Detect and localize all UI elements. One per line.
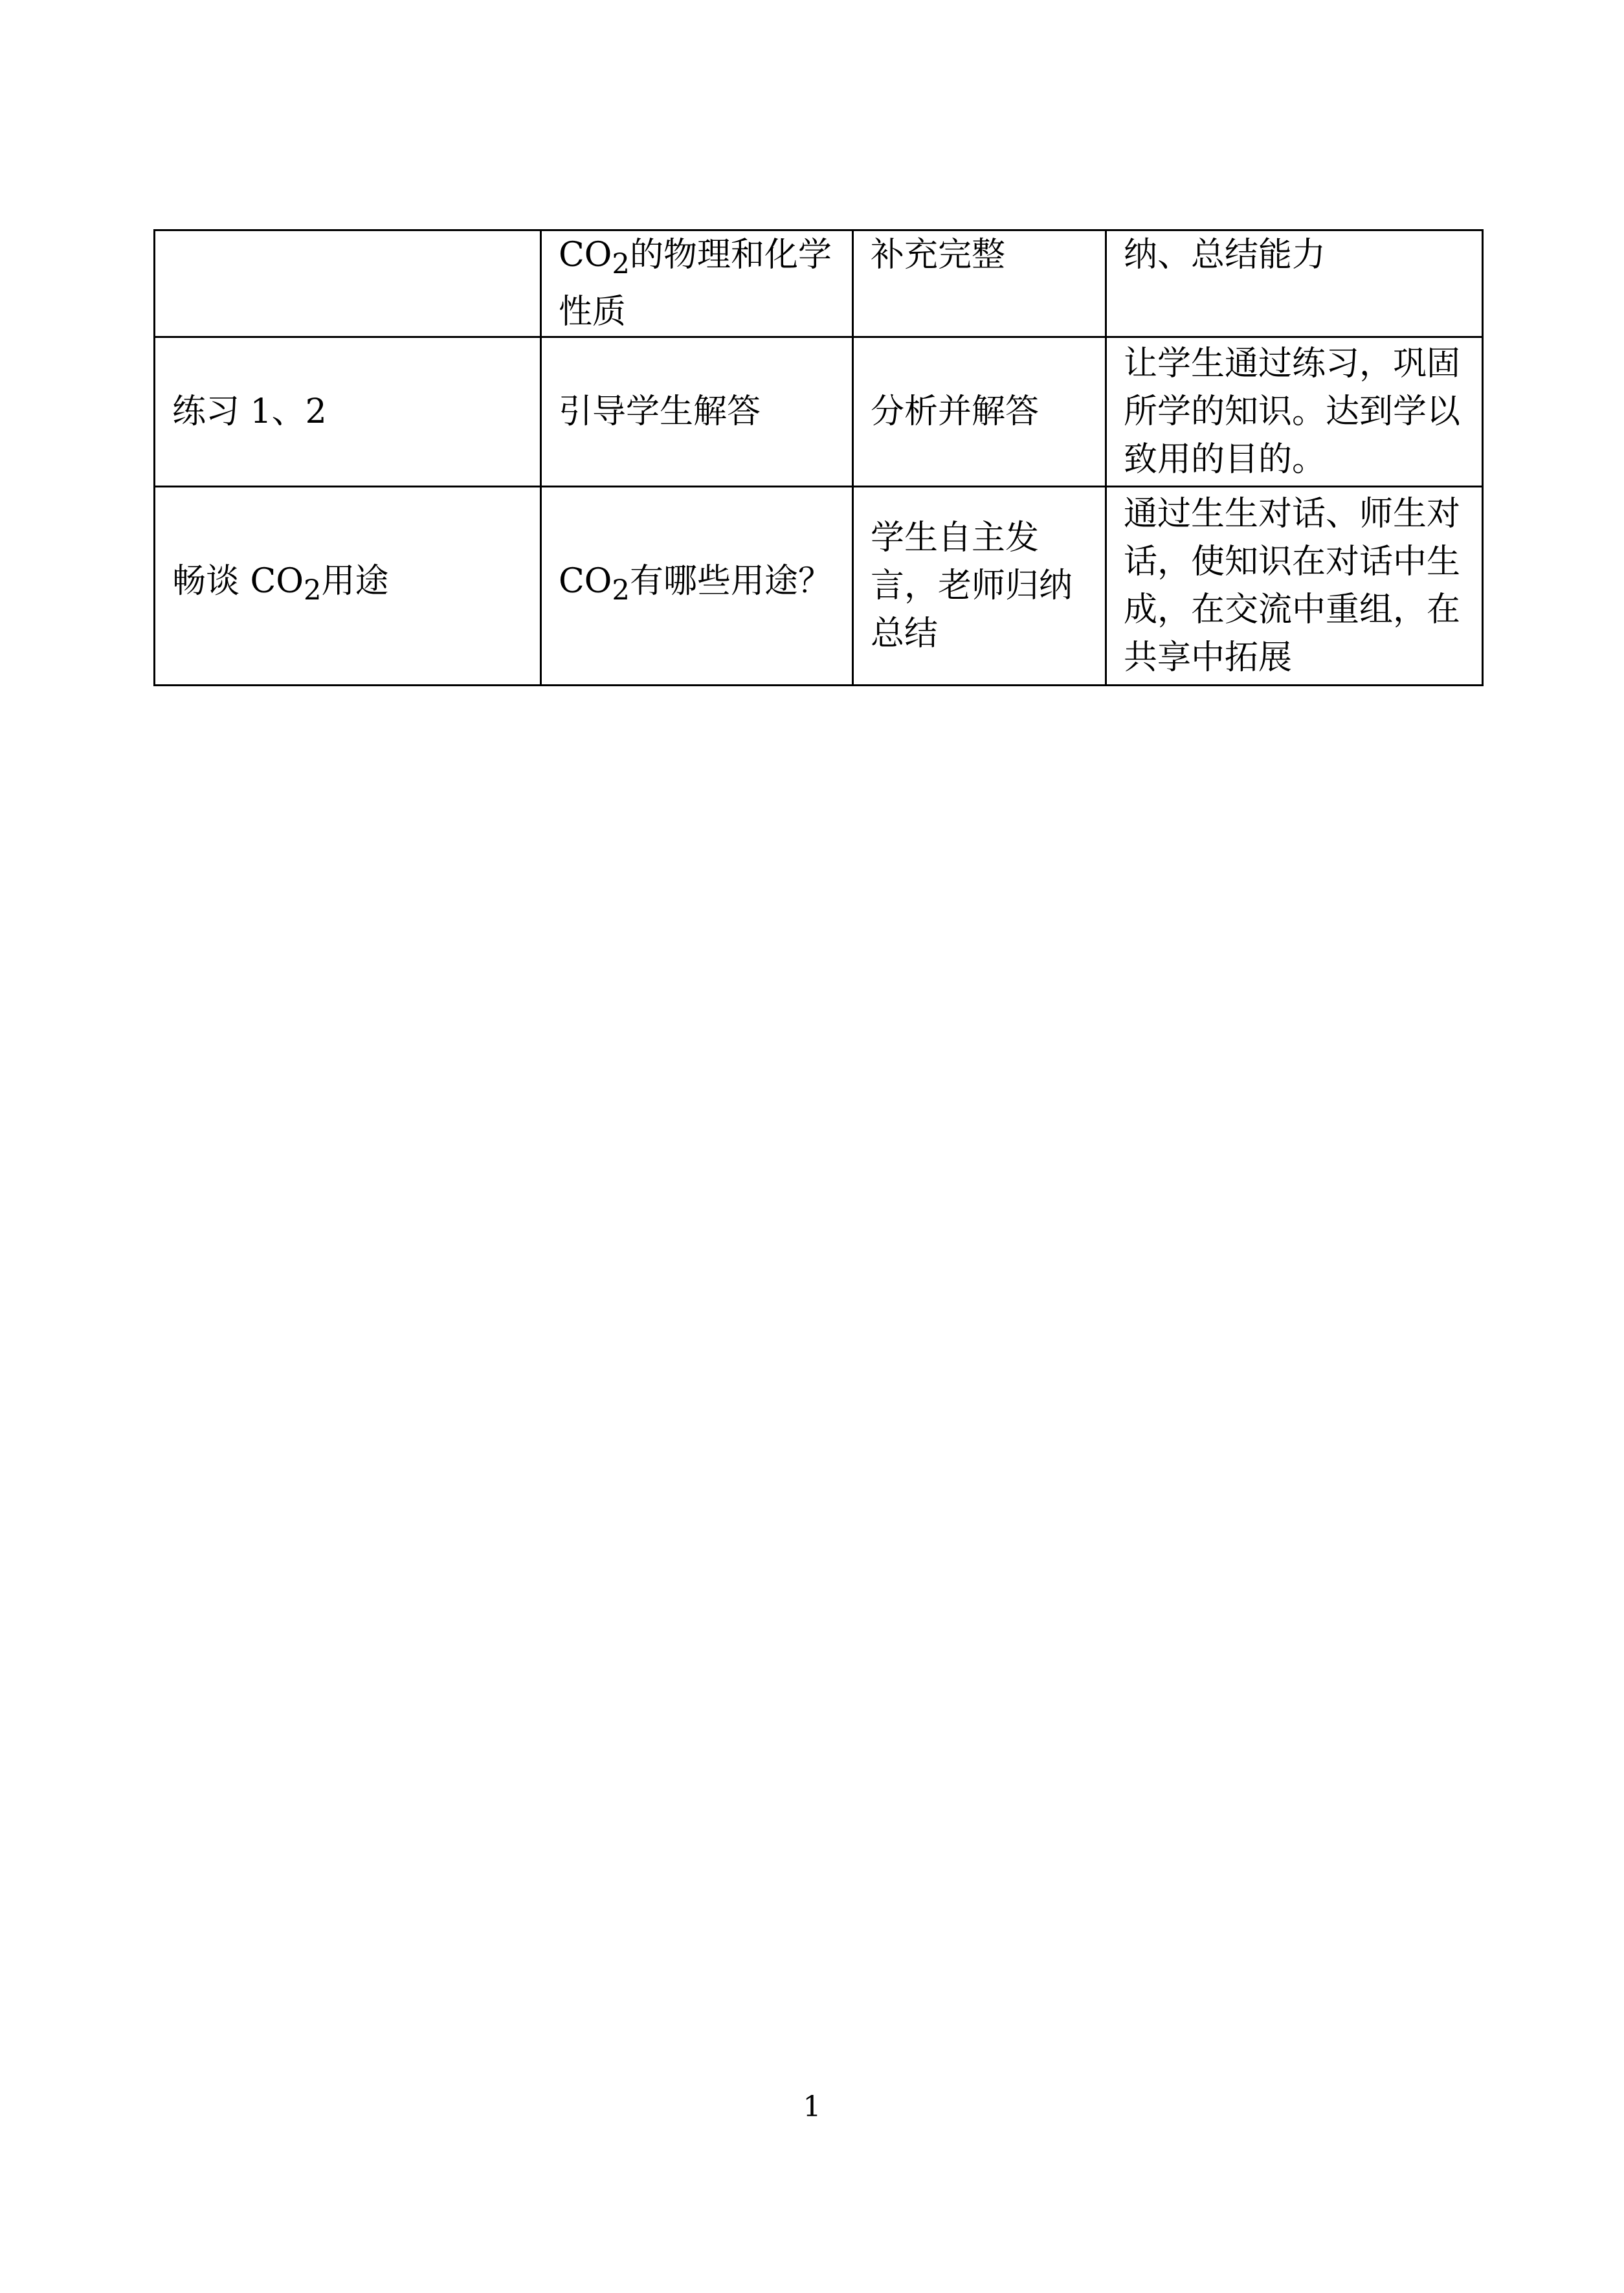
table-row [155,487,1483,686]
formula-text: CO [559,562,612,601]
cell-student-activity: 学生自主发言，老师归纳总结 [853,487,1106,686]
cell-text: 的物理和化学性质 [559,236,832,332]
cell-design-intent: 纳、总结能力 [1106,230,1483,337]
cell-student-activity: 分析并解答 [853,337,1106,487]
formula-subscript: 2 [612,574,630,607]
cell-teacher-activity: 引导学生解答 [541,337,853,487]
cell-text: 用途 [321,562,389,601]
formula-text: CO [559,236,612,274]
cell-text: 有哪些用途？ [630,562,832,601]
lesson-plan-table [153,229,1484,686]
cell-teacher-activity [541,230,853,337]
cell-step [155,487,541,686]
cell-teacher-activity [541,487,853,686]
cell-step [155,230,541,337]
table-row [155,337,1483,487]
formula-subscript: 2 [303,574,322,607]
cell-design-intent: 让学生通过练习，巩固所学的知识。达到学以致用的目的。 [1106,337,1483,487]
formula-subscript: 2 [612,248,630,281]
cell-student-activity: 补充完整 [853,230,1106,337]
cell-step: 练习 1、2 [155,337,541,487]
cell-design-intent: 通过生生对话、师生对话，使知识在对话中生成，在交流中重组，在共享中拓展 [1106,487,1483,686]
table-row [155,230,1483,337]
cell-text: 畅谈 CO [172,562,304,601]
page-number: 1 [803,2090,821,2123]
